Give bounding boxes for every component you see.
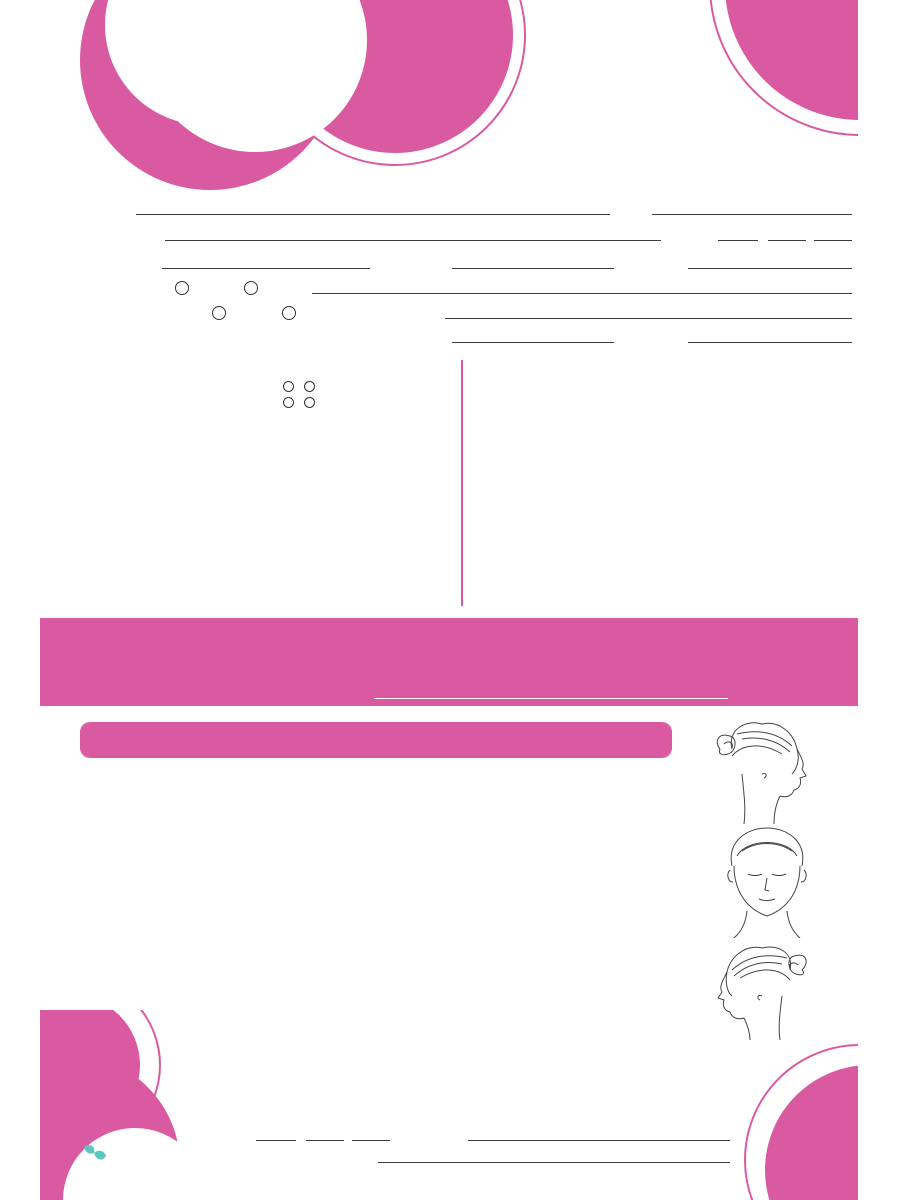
radio-circle-icon — [212, 306, 226, 320]
responsibility-term — [40, 618, 858, 706]
nasc-month-field[interactable] — [768, 240, 806, 241]
yes-no-options[interactable] — [283, 379, 317, 394]
nasc-year-field[interactable] — [814, 240, 852, 241]
indicacao-sim-option[interactable] — [244, 279, 261, 298]
rg-field[interactable] — [652, 214, 852, 215]
responsavel-field[interactable] — [445, 318, 852, 319]
column-divider — [461, 360, 463, 606]
tel-field[interactable] — [688, 268, 852, 269]
cel-field[interactable] — [452, 268, 614, 269]
radio-circle-icon[interactable] — [283, 381, 294, 392]
yes-no-options[interactable] — [283, 395, 317, 410]
decorative-circles-bottom — [40, 1010, 858, 1200]
indicacao-field[interactable] — [312, 293, 852, 294]
endereco-field[interactable] — [165, 240, 661, 241]
valor-field[interactable] — [468, 1140, 730, 1141]
tel2-field[interactable] — [688, 342, 852, 343]
nasc-day-field[interactable] — [718, 240, 758, 241]
data-day-field[interactable] — [256, 1140, 296, 1141]
table-header — [81, 740, 671, 757]
radio-circle-icon — [175, 281, 189, 295]
skin-table — [80, 722, 672, 758]
data-year-field[interactable] — [352, 1140, 390, 1141]
decorative-circles-top — [40, 0, 858, 200]
radio-circle-icon[interactable] — [304, 397, 315, 408]
menor-nao-option[interactable] — [212, 304, 229, 323]
nome-field[interactable] — [136, 214, 610, 215]
anamnesis-form — [40, 0, 858, 1200]
face-front-illustration — [712, 826, 822, 938]
face-profile-right-illustration — [702, 714, 822, 824]
term-signature-field[interactable] — [374, 698, 728, 699]
menor-sim-option[interactable] — [282, 304, 299, 323]
final-signature-field[interactable] — [378, 1162, 730, 1163]
radio-circle-icon[interactable] — [304, 381, 315, 392]
indicacao-nao-option[interactable] — [175, 279, 192, 298]
radio-circle-icon — [282, 306, 296, 320]
radio-circle-icon — [244, 281, 258, 295]
cel2-field[interactable] — [452, 342, 614, 343]
table-header — [81, 723, 671, 740]
data-month-field[interactable] — [306, 1140, 344, 1141]
profissao-field[interactable] — [162, 268, 370, 269]
radio-circle-icon[interactable] — [283, 397, 294, 408]
